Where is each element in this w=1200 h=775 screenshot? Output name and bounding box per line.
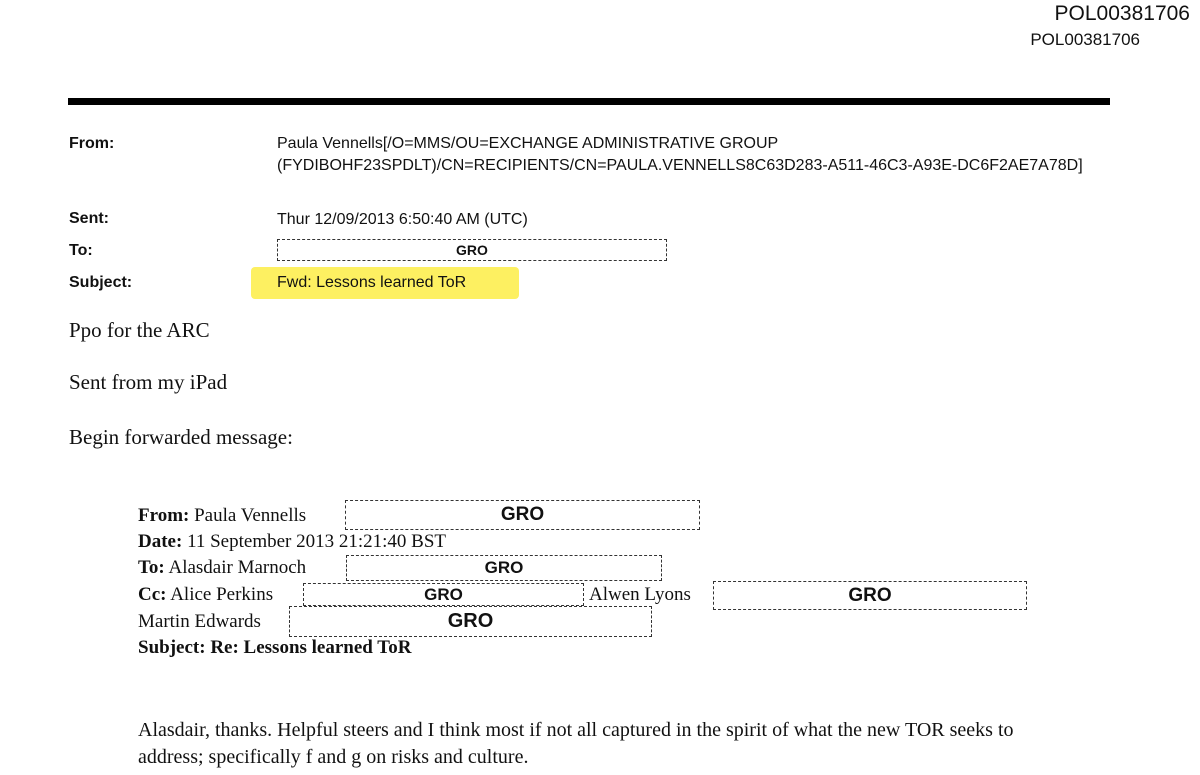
redaction-label: GRO <box>484 558 524 577</box>
document-id-secondary: POL00381706 <box>1030 30 1140 49</box>
fwd-from-redaction-box <box>345 500 700 530</box>
fwd-to-label: To: <box>138 557 165 578</box>
fwd-cc-name-2: Alwen Lyons <box>589 584 691 605</box>
redaction-label: GRO <box>424 584 463 604</box>
fwd-to-redaction-box <box>346 555 662 581</box>
fwd-to-line <box>138 557 306 579</box>
body-line-1: Ppo for the ARC <box>69 318 210 342</box>
to-redaction-box <box>277 239 667 261</box>
fwd-date-line <box>138 531 446 553</box>
from-label: From: <box>69 135 115 152</box>
redaction-label: GRO <box>447 610 494 632</box>
to-label: To: <box>69 242 93 259</box>
fwd-cc-name-3: Martin Edwards <box>138 611 261 632</box>
fwd-to-name: Alasdair Marnoch <box>168 557 307 578</box>
fwd-cc-redaction-box-3 <box>289 606 652 637</box>
document-id-primary: POL00381706 <box>1054 2 1190 25</box>
fwd-from-name: Paula Vennells <box>194 505 307 526</box>
sent-label: Sent: <box>69 210 109 227</box>
fwd-date-label: Date: <box>138 531 183 552</box>
fwd-subject-value: Re: Lessons learned ToR <box>210 637 412 658</box>
subject-label: Subject: <box>69 274 133 291</box>
fwd-cc-name-1: Alice Perkins <box>170 584 274 605</box>
fwd-cc-label: Cc: <box>138 584 167 605</box>
redaction-label: GRO <box>456 242 488 258</box>
redaction-label: GRO <box>848 584 892 606</box>
fwd-cc-redaction-box-1 <box>303 583 584 606</box>
fwd-subject-label: Subject: <box>138 637 206 658</box>
fwd-from-label: From: <box>138 505 190 526</box>
fwd-date-value: 11 September 2013 21:21:40 BST <box>187 531 447 552</box>
redaction-label: GRO <box>500 504 545 525</box>
fwd-subject-line <box>138 637 411 659</box>
fwd-cc-line <box>138 584 273 606</box>
subject-value: Fwd: Lessons learned ToR <box>277 274 467 291</box>
fwd-from-line <box>138 505 306 527</box>
header-divider <box>68 98 1110 105</box>
body-line-3: Begin forwarded message: <box>69 425 293 449</box>
body-line-2: Sent from my iPad <box>69 370 228 394</box>
from-value: Paula Vennells[/O=MMS/OU=EXCHANGE ADMINISTRATIVE GROUP (FYDIBOHF23SPDLT)/CN=RECIPIENTS/CN=PAULA.VENNELLS8C63D283-A511-46C3-A93E-DC6F2AE7A78D] <box>277 135 1083 174</box>
sent-value: Thur 12/09/2013 6:50:40 AM (UTC) <box>277 211 528 228</box>
message-body-paragraph: Alasdair, thanks. Helpful steers and I think most if not all captured in the spirit of what the new TOR seeks to address; specifically f and g on risks and culture. <box>138 719 1014 768</box>
fwd-cc-redaction-box-2 <box>713 581 1027 610</box>
